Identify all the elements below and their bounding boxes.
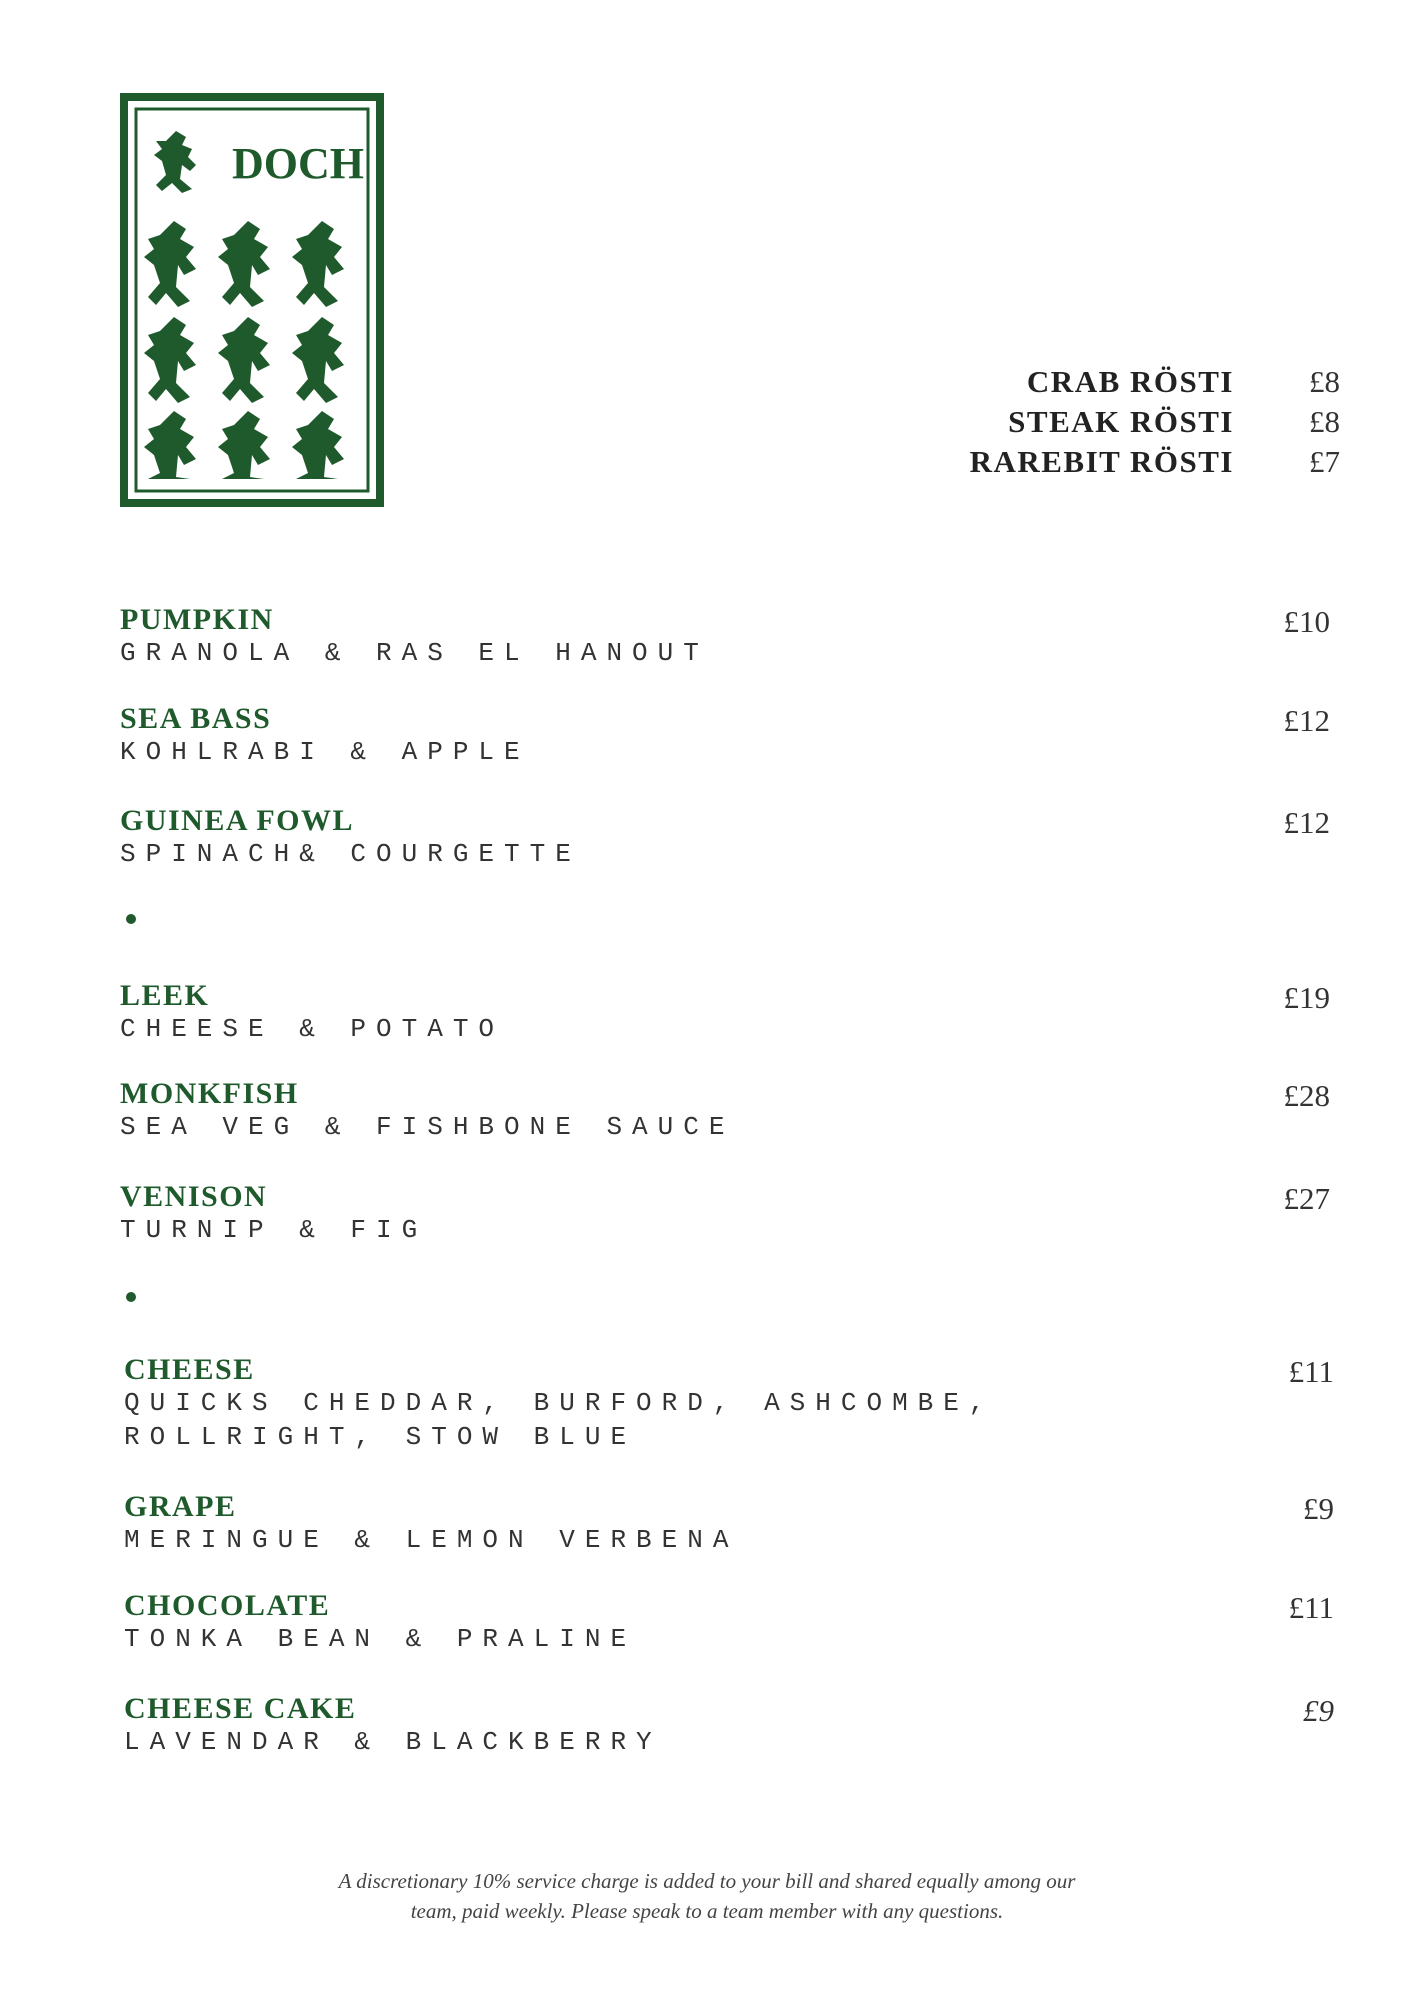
item-price: £12: [1283, 805, 1330, 840]
menu-item: [120, 1181, 1340, 1247]
logo-wordmark: DOCH: [232, 139, 364, 188]
menu-item: [120, 604, 1340, 670]
rosti-name: RAREBIT RÖSTI: [969, 444, 1234, 479]
item-price: £11: [1288, 1590, 1334, 1625]
rosti-row: [900, 404, 1340, 444]
doch-logo: [120, 93, 384, 507]
item-description: QUICKS CHEDDAR, BURFORD, ASHCOMBE, ROLLRIGHT, STOW BLUE: [124, 1388, 995, 1452]
item-price: £11: [1288, 1354, 1334, 1389]
rosti-name: STEAK RÖSTI: [1008, 404, 1234, 439]
rosti-row: [900, 444, 1340, 484]
section-divider-dot: [126, 1292, 136, 1302]
menu-item: [124, 1491, 1344, 1557]
item-price: £19: [1283, 980, 1330, 1015]
item-description: KOHLRABI & APPLE: [120, 737, 530, 767]
item-description: TONKA BEAN & PRALINE: [124, 1624, 637, 1654]
menu-item: [120, 703, 1340, 769]
lion-pattern-icon: [120, 93, 384, 507]
item-name: GRAPE: [124, 1490, 237, 1523]
item-price: £12: [1283, 703, 1330, 738]
item-description: TURNIP & FIG: [120, 1215, 428, 1245]
item-name: LEEK: [120, 979, 210, 1012]
footer-line: team, paid weekly. Please speak to a team member with any questions.: [410, 1899, 1004, 1923]
item-description: MERINGUE & LEMON VERBENA: [124, 1525, 739, 1555]
item-name: MONKFISH: [120, 1077, 299, 1110]
item-price: £27: [1283, 1181, 1330, 1216]
rosti-price: £8: [1309, 364, 1340, 399]
item-price: £9: [1303, 1693, 1334, 1728]
rosti-row: [900, 364, 1340, 404]
item-description: SEA VEG & FISHBONE SAUCE: [120, 1112, 735, 1142]
item-description: LAVENDAR & BLACKBERRY: [124, 1727, 662, 1757]
item-price: £10: [1283, 604, 1330, 639]
menu-item: [120, 805, 1340, 871]
menu-item: [120, 980, 1340, 1046]
section-divider-dot: [126, 914, 136, 924]
item-name: SEA BASS: [120, 702, 272, 735]
rosti-price: £8: [1309, 404, 1340, 439]
item-name: CHOCOLATE: [124, 1589, 331, 1622]
item-name: CHEESE CAKE: [124, 1692, 357, 1725]
item-name: PUMPKIN: [120, 603, 274, 636]
item-price: £9: [1303, 1491, 1334, 1526]
item-description: CHEESE & POTATO: [120, 1014, 505, 1044]
menu-item: [120, 1078, 1340, 1144]
menu-item: [124, 1354, 1344, 1454]
rosti-price: £7: [1309, 444, 1340, 479]
rosti-list: [900, 364, 1340, 484]
item-name: VENISON: [120, 1180, 268, 1213]
item-description: GRANOLA & RAS EL HANOUT: [120, 638, 709, 668]
service-charge-note: [200, 1866, 1214, 1926]
footer-line: A discretionary 10% service charge is added to your bill and shared equally among our: [338, 1869, 1076, 1893]
item-price: £28: [1283, 1078, 1330, 1113]
item-name: GUINEA FOWL: [120, 804, 355, 837]
rosti-name: CRAB RÖSTI: [1026, 364, 1234, 399]
item-name: CHEESE: [124, 1353, 255, 1386]
item-description: SPINACH& COURGETTE: [120, 839, 581, 869]
menu-item: [124, 1590, 1344, 1656]
menu-item: [124, 1693, 1344, 1759]
